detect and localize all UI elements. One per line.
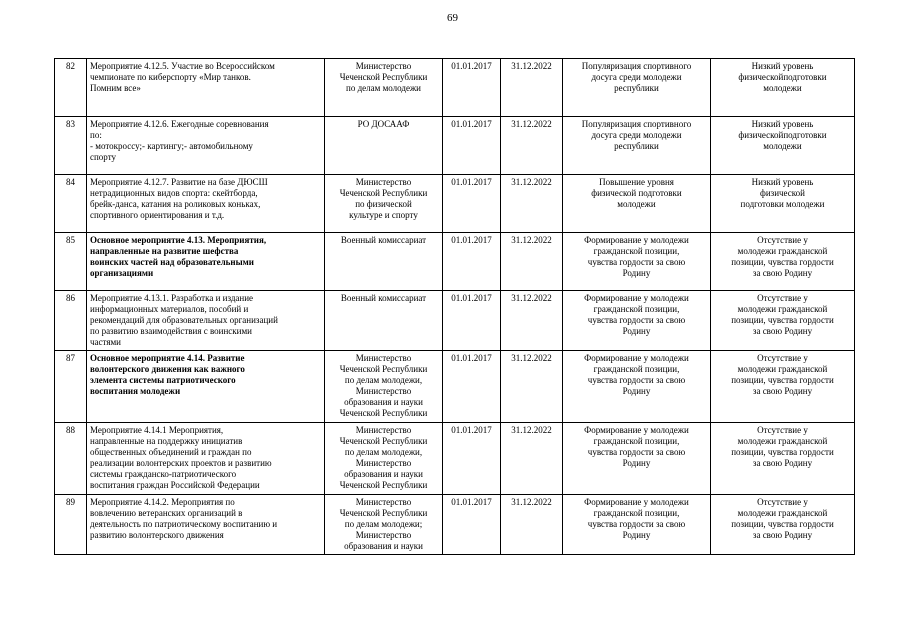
consequence-cell-line: Отсутствие у bbox=[757, 293, 808, 303]
measure-name-cell-line: элемента системы патриотического bbox=[90, 375, 236, 385]
consequence-cell-line: молодежи гражданской bbox=[737, 304, 828, 314]
measure-name-cell-line: вовлечению ветеранских организаций в bbox=[90, 508, 243, 518]
consequence-cell-line: за свою Родину bbox=[752, 268, 813, 278]
consequence-cell-line: Отсутствие у bbox=[757, 497, 808, 507]
consequence-cell-line: молодежи гражданской bbox=[737, 436, 828, 446]
measures-table bbox=[54, 58, 855, 555]
row-number-cell: 86 bbox=[55, 291, 87, 351]
expected-result-cell-line: гражданской позиции, bbox=[593, 304, 680, 314]
expected-result-cell-line: Формирование у молодежи bbox=[584, 293, 689, 303]
expected-result-cell-line: чувства гордости за свою bbox=[587, 257, 686, 267]
consequence-cell-line: Отсутствие у bbox=[757, 353, 808, 363]
expected-result-cell-line: Формирование у молодежи bbox=[584, 235, 689, 245]
expected-result-cell-line: чувства гордости за свою bbox=[587, 315, 686, 325]
consequence-cell bbox=[711, 495, 855, 555]
expected-result-cell bbox=[563, 233, 711, 291]
measure-name-cell bbox=[87, 423, 325, 495]
consequence-cell-line: молодежи bbox=[763, 141, 802, 151]
executor-cell-line: Чеченской Республики bbox=[339, 364, 428, 374]
measure-name-cell-line: рекомендаций для образовательных организаций bbox=[90, 315, 278, 325]
consequence-cell-line: подготовки молодежи bbox=[740, 199, 825, 209]
consequence-cell-line: за свою Родину bbox=[752, 530, 813, 540]
consequence-cell-line: позиции, чувства гордости bbox=[731, 519, 834, 529]
measure-name-cell bbox=[87, 59, 325, 117]
measure-name-cell-line: воспитания граждан Российской Федерации bbox=[90, 480, 260, 490]
end-date-cell: 31.12.2022 bbox=[501, 117, 563, 175]
expected-result-cell-line: Популяризация спортивного bbox=[581, 119, 692, 129]
executor-cell bbox=[325, 291, 443, 351]
executor-cell-line: Министерство bbox=[355, 425, 412, 435]
expected-result-cell bbox=[563, 117, 711, 175]
measure-name-cell-line: направленные на развитие шефства bbox=[90, 246, 239, 256]
executor-cell-line: по делам молодежи; bbox=[344, 519, 423, 529]
expected-result-cell-line: молодежи bbox=[617, 199, 656, 209]
measure-name-cell bbox=[87, 351, 325, 423]
executor-cell-line: культуре и спорту bbox=[349, 210, 418, 220]
expected-result-cell-line: Родину bbox=[622, 268, 651, 278]
expected-result-cell-line: гражданской позиции, bbox=[593, 508, 680, 518]
expected-result-cell-line: Родину bbox=[622, 530, 651, 540]
table-row bbox=[55, 423, 855, 495]
measure-name-cell-line: Помним все» bbox=[90, 83, 141, 93]
consequence-cell-line: Низкий уровень bbox=[751, 177, 814, 187]
expected-result-cell-line: Родину bbox=[622, 458, 651, 468]
expected-result-cell-line: Формирование у молодежи bbox=[584, 425, 689, 435]
measure-name-cell-line: Мероприятие 4.12.6. Ежегодные соревнования bbox=[90, 119, 269, 129]
table-row bbox=[55, 117, 855, 175]
executor-cell-line: по делам молодежи bbox=[346, 83, 421, 93]
measure-name-cell-line: по развитию взаимодействия с воинскими bbox=[90, 326, 252, 336]
executor-cell-line: по делам молодежи, bbox=[344, 447, 423, 457]
executor-cell-line: Министерство bbox=[355, 353, 412, 363]
executor-cell-line: Чеченской Республики bbox=[339, 72, 428, 82]
executor-cell bbox=[325, 351, 443, 423]
row-number-cell: 89 bbox=[55, 495, 87, 555]
consequence-cell bbox=[711, 59, 855, 117]
measure-name-cell bbox=[87, 117, 325, 175]
measure-name-cell-line: Мероприятие 4.12.7. Развитие на базе ДЮСШ bbox=[90, 177, 268, 187]
consequence-cell-line: позиции, чувства гордости bbox=[731, 257, 834, 267]
consequence-cell bbox=[711, 117, 855, 175]
measure-name-cell-line: волонтерского движения как важного bbox=[90, 364, 245, 374]
consequence-cell-line: молодежи гражданской bbox=[737, 508, 828, 518]
executor-cell-line: Чеченской Республики bbox=[339, 480, 428, 490]
executor-cell-line: образования и науки bbox=[344, 541, 423, 551]
consequence-cell-line: Низкий уровень bbox=[751, 61, 814, 71]
row-number-cell: 83 bbox=[55, 117, 87, 175]
measure-name-cell-line: реализации волонтерских проектов и развитию bbox=[90, 458, 272, 468]
executor-cell bbox=[325, 495, 443, 555]
executor-cell-line: Министерство bbox=[355, 177, 412, 187]
start-date-cell: 01.01.2017 bbox=[443, 175, 501, 233]
table-row bbox=[55, 351, 855, 423]
end-date-cell: 31.12.2022 bbox=[501, 59, 563, 117]
end-date-cell: 31.12.2022 bbox=[501, 495, 563, 555]
measure-name-cell-line: Мероприятие 4.13.1. Разработка и издание bbox=[90, 293, 254, 303]
executor-cell-line: Чеченской Республики bbox=[339, 436, 428, 446]
executor-cell-line: Министерство bbox=[355, 386, 412, 396]
executor-cell-line: образования и науки bbox=[344, 469, 423, 479]
measure-name-cell bbox=[87, 495, 325, 555]
consequence-cell-line: физической bbox=[760, 188, 805, 198]
measure-name-cell-line: Мероприятие 4.14.2. Мероприятия по bbox=[90, 497, 235, 507]
consequence-cell bbox=[711, 291, 855, 351]
table-row bbox=[55, 175, 855, 233]
expected-result-cell-line: гражданской позиции, bbox=[593, 246, 680, 256]
measure-name-cell-line: спорту bbox=[90, 152, 117, 162]
expected-result-cell-line: Повышение уровня bbox=[599, 177, 674, 187]
expected-result-cell-line: досуга среди молодежи bbox=[591, 130, 682, 140]
consequence-cell-line: физическойподготовки bbox=[738, 130, 827, 140]
table-row bbox=[55, 59, 855, 117]
end-date-cell: 31.12.2022 bbox=[501, 423, 563, 495]
measure-name-cell-line: организациями bbox=[90, 268, 154, 278]
measure-name-cell-line: воспитания молодежи bbox=[90, 386, 181, 396]
row-number-cell: 88 bbox=[55, 423, 87, 495]
expected-result-cell-line: чувства гордости за свою bbox=[587, 447, 686, 457]
consequence-cell-line: за свою Родину bbox=[752, 458, 813, 468]
measure-name-cell bbox=[87, 291, 325, 351]
expected-result-cell-line: гражданской позиции, bbox=[593, 436, 680, 446]
end-date-cell: 31.12.2022 bbox=[501, 351, 563, 423]
measure-name-cell-line: чемпионате по киберспорту «Мир танков. bbox=[90, 72, 251, 82]
measure-name-cell-line: - мотокроссу;- картингу;- автомобильному bbox=[90, 141, 253, 151]
measure-name-cell-line: Мероприятие 4.14.1 Мероприятия, bbox=[90, 425, 224, 435]
measure-name-cell-line: Основное мероприятие 4.14. Развитие bbox=[90, 353, 245, 363]
consequence-cell bbox=[711, 423, 855, 495]
consequence-cell-line: позиции, чувства гордости bbox=[731, 375, 834, 385]
expected-result-cell-line: Формирование у молодежи bbox=[584, 497, 689, 507]
start-date-cell: 01.01.2017 bbox=[443, 351, 501, 423]
expected-result-cell-line: Популяризация спортивного bbox=[581, 61, 692, 71]
consequence-cell-line: Низкий уровень bbox=[751, 119, 814, 129]
consequence-cell-line: молодежи гражданской bbox=[737, 246, 828, 256]
end-date-cell: 31.12.2022 bbox=[501, 175, 563, 233]
executor-cell-line: образования и науки bbox=[344, 397, 423, 407]
expected-result-cell bbox=[563, 175, 711, 233]
measure-name-cell-line: информационных материалов, пособий и bbox=[90, 304, 249, 314]
expected-result-cell bbox=[563, 291, 711, 351]
table-row bbox=[55, 495, 855, 555]
expected-result-cell bbox=[563, 351, 711, 423]
start-date-cell: 01.01.2017 bbox=[443, 495, 501, 555]
expected-result-cell-line: Родину bbox=[622, 386, 651, 396]
start-date-cell: 01.01.2017 bbox=[443, 233, 501, 291]
consequence-cell-line: Отсутствие у bbox=[757, 235, 808, 245]
measure-name-cell-line: спортивного ориентирования и т.д. bbox=[90, 210, 225, 220]
page-number: 69 bbox=[447, 12, 458, 24]
executor-cell-line: Министерство bbox=[355, 497, 412, 507]
expected-result-cell bbox=[563, 495, 711, 555]
measure-name-cell-line: общественных объединений и граждан по bbox=[90, 447, 252, 457]
row-number-cell: 85 bbox=[55, 233, 87, 291]
row-number-cell: 87 bbox=[55, 351, 87, 423]
executor-cell bbox=[325, 233, 443, 291]
expected-result-cell-line: чувства гордости за свою bbox=[587, 375, 686, 385]
row-number-cell: 82 bbox=[55, 59, 87, 117]
executor-cell-line: по делам молодежи, bbox=[344, 375, 423, 385]
consequence-cell-line: за свою Родину bbox=[752, 326, 813, 336]
measure-name-cell-line: частями bbox=[90, 337, 121, 347]
expected-result-cell-line: физической подготовки bbox=[591, 188, 682, 198]
start-date-cell: 01.01.2017 bbox=[443, 117, 501, 175]
consequence-cell bbox=[711, 233, 855, 291]
start-date-cell: 01.01.2017 bbox=[443, 423, 501, 495]
expected-result-cell-line: республики bbox=[614, 141, 659, 151]
expected-result-cell-line: гражданской позиции, bbox=[593, 364, 680, 374]
executor-cell-line: Министерство bbox=[355, 458, 412, 468]
measure-name-cell-line: воинских частей над образовательными bbox=[90, 257, 254, 267]
executor-cell bbox=[325, 117, 443, 175]
consequence-cell-line: Отсутствие у bbox=[757, 425, 808, 435]
measure-name-cell-line: Основное мероприятие 4.13. Мероприятия, bbox=[90, 235, 267, 245]
expected-result-cell bbox=[563, 423, 711, 495]
row-number-cell: 84 bbox=[55, 175, 87, 233]
executor-cell-line: Министерство bbox=[355, 530, 412, 540]
expected-result-cell-line: Формирование у молодежи bbox=[584, 353, 689, 363]
consequence-cell-line: физическойподготовки bbox=[738, 72, 827, 82]
measure-name-cell bbox=[87, 175, 325, 233]
executor-cell-line: Военный комиссариат bbox=[340, 293, 427, 303]
consequence-cell-line: за свою Родину bbox=[752, 386, 813, 396]
expected-result-cell-line: Родину bbox=[622, 326, 651, 336]
measure-name-cell-line: развитию волонтерского движения bbox=[90, 530, 224, 540]
measure-name-cell-line: нетрадиционных видов спорта: скейтборда, bbox=[90, 188, 258, 198]
expected-result-cell-line: республики bbox=[614, 83, 659, 93]
executor-cell-line: Чеченской Республики bbox=[339, 508, 428, 518]
consequence-cell-line: молодежи гражданской bbox=[737, 364, 828, 374]
end-date-cell: 31.12.2022 bbox=[501, 291, 563, 351]
measure-name-cell-line: Мероприятие 4.12.5. Участие во Всероссийском bbox=[90, 61, 275, 71]
measure-name-cell-line: брейк-данса, катания на роликовых коньках, bbox=[90, 199, 261, 209]
expected-result-cell-line: чувства гордости за свою bbox=[587, 519, 686, 529]
consequence-cell bbox=[711, 351, 855, 423]
measure-name-cell-line: деятельность по патриотическому воспитанию и bbox=[90, 519, 278, 529]
measure-name-cell-line: направленные на поддержку инициатив bbox=[90, 436, 243, 446]
consequence-cell bbox=[711, 175, 855, 233]
consequence-cell-line: позиции, чувства гордости bbox=[731, 447, 834, 457]
measure-name-cell-line: по: bbox=[90, 130, 102, 140]
table-row bbox=[55, 291, 855, 351]
consequence-cell-line: молодежи bbox=[763, 83, 802, 93]
start-date-cell: 01.01.2017 bbox=[443, 59, 501, 117]
executor-cell-line: Чеченской Республики bbox=[339, 188, 428, 198]
expected-result-cell-line: досуга среди молодежи bbox=[591, 72, 682, 82]
end-date-cell: 31.12.2022 bbox=[501, 233, 563, 291]
executor-cell-line: Чеченской Республики bbox=[339, 408, 428, 418]
consequence-cell-line: позиции, чувства гордости bbox=[731, 315, 834, 325]
executor-cell bbox=[325, 423, 443, 495]
executor-cell-line: Военный комиссариат bbox=[340, 235, 427, 245]
measure-name-cell bbox=[87, 233, 325, 291]
measure-name-cell-line: системы гражданско-патриотического bbox=[90, 469, 237, 479]
executor-cell-line: Министерство bbox=[355, 61, 412, 71]
executor-cell-line: по физической bbox=[355, 199, 412, 209]
executor-cell bbox=[325, 175, 443, 233]
start-date-cell: 01.01.2017 bbox=[443, 291, 501, 351]
executor-cell bbox=[325, 59, 443, 117]
table-row bbox=[55, 233, 855, 291]
expected-result-cell bbox=[563, 59, 711, 117]
executor-cell-line: РО ДОСААФ bbox=[357, 119, 410, 129]
